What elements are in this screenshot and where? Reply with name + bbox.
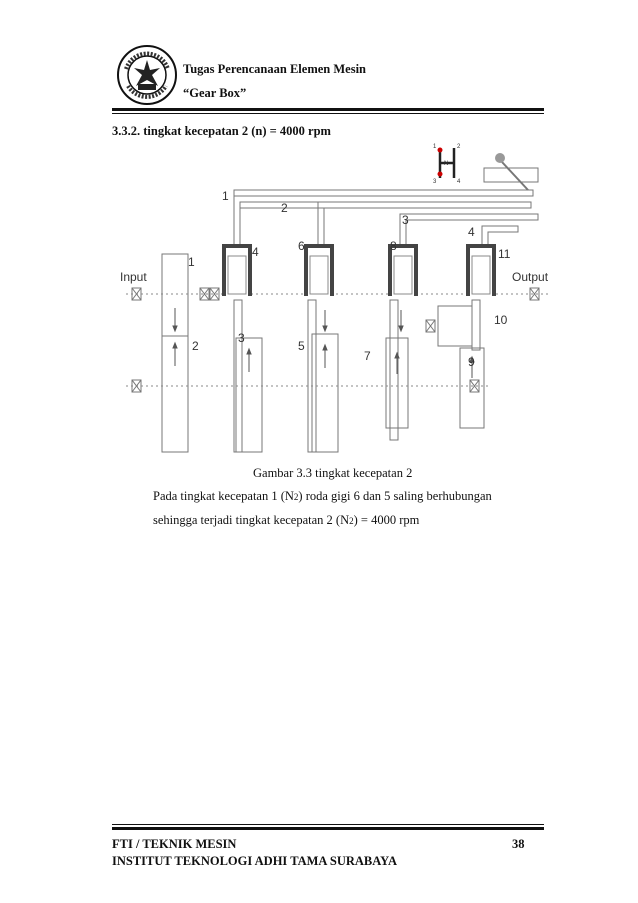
input-label: Input xyxy=(120,270,147,284)
institute-logo xyxy=(116,44,178,106)
section-heading: 3.3.2. tingkat kecepatan 2 (n) = 4000 rpm xyxy=(112,124,331,138)
rod-label-3: 3 xyxy=(402,213,409,227)
gear-label-10: 10 xyxy=(494,313,508,327)
gear-label-11: 11 xyxy=(498,247,511,261)
gear-label-2: 2 xyxy=(192,339,199,353)
rod-label-1: 1 xyxy=(222,189,229,203)
footer-rule-thin xyxy=(112,824,544,825)
page-number: 38 xyxy=(512,837,525,851)
svg-text:N: N xyxy=(444,161,449,167)
rod-label-2: 2 xyxy=(281,201,288,215)
gear-label-5: 5 xyxy=(298,339,305,353)
header-subtitle: “Gear Box” xyxy=(183,86,247,100)
output-label: Output xyxy=(512,270,549,284)
svg-text:4: 4 xyxy=(457,179,461,185)
svg-text:3: 3 xyxy=(433,179,437,185)
gear-label-8: 8 xyxy=(390,239,397,253)
footer-rule-thick xyxy=(112,827,544,830)
header-rule-thin xyxy=(112,113,544,114)
seal-logo-icon xyxy=(116,44,178,106)
svg-text:1: 1 xyxy=(433,144,437,150)
gear-label-3: 3 xyxy=(238,331,245,345)
gear-label-1: 1 xyxy=(188,255,195,269)
footer-department: FTI / TEKNIK MESIN xyxy=(112,837,237,851)
body-line-2: sehingga terjadi tingkat kecepatan 2 (N2) = 4000 rpm xyxy=(153,513,420,527)
footer-institute: INSTITUT TEKNOLOGI ADHI TAMA SURABAYA xyxy=(112,854,398,868)
gear-label-4: 4 xyxy=(252,245,259,259)
gear-label-7: 7 xyxy=(364,349,371,363)
svg-text:2: 2 xyxy=(457,144,461,150)
gear-label-9: 9 xyxy=(468,355,475,369)
gearbox-diagram xyxy=(118,138,558,460)
body-line-1: Pada tingkat kecepatan 1 (N2) roda gigi 6 dan 5 saling berhubungan xyxy=(153,489,492,503)
gear-label-6: 6 xyxy=(298,239,305,253)
rod-label-4: 4 xyxy=(468,225,475,239)
header-rule-thick xyxy=(112,108,544,111)
figure-caption: Gambar 3.3 tingkat kecepatan 2 xyxy=(253,466,413,480)
header-title: Tugas Perencanaan Elemen Mesin xyxy=(183,62,366,76)
